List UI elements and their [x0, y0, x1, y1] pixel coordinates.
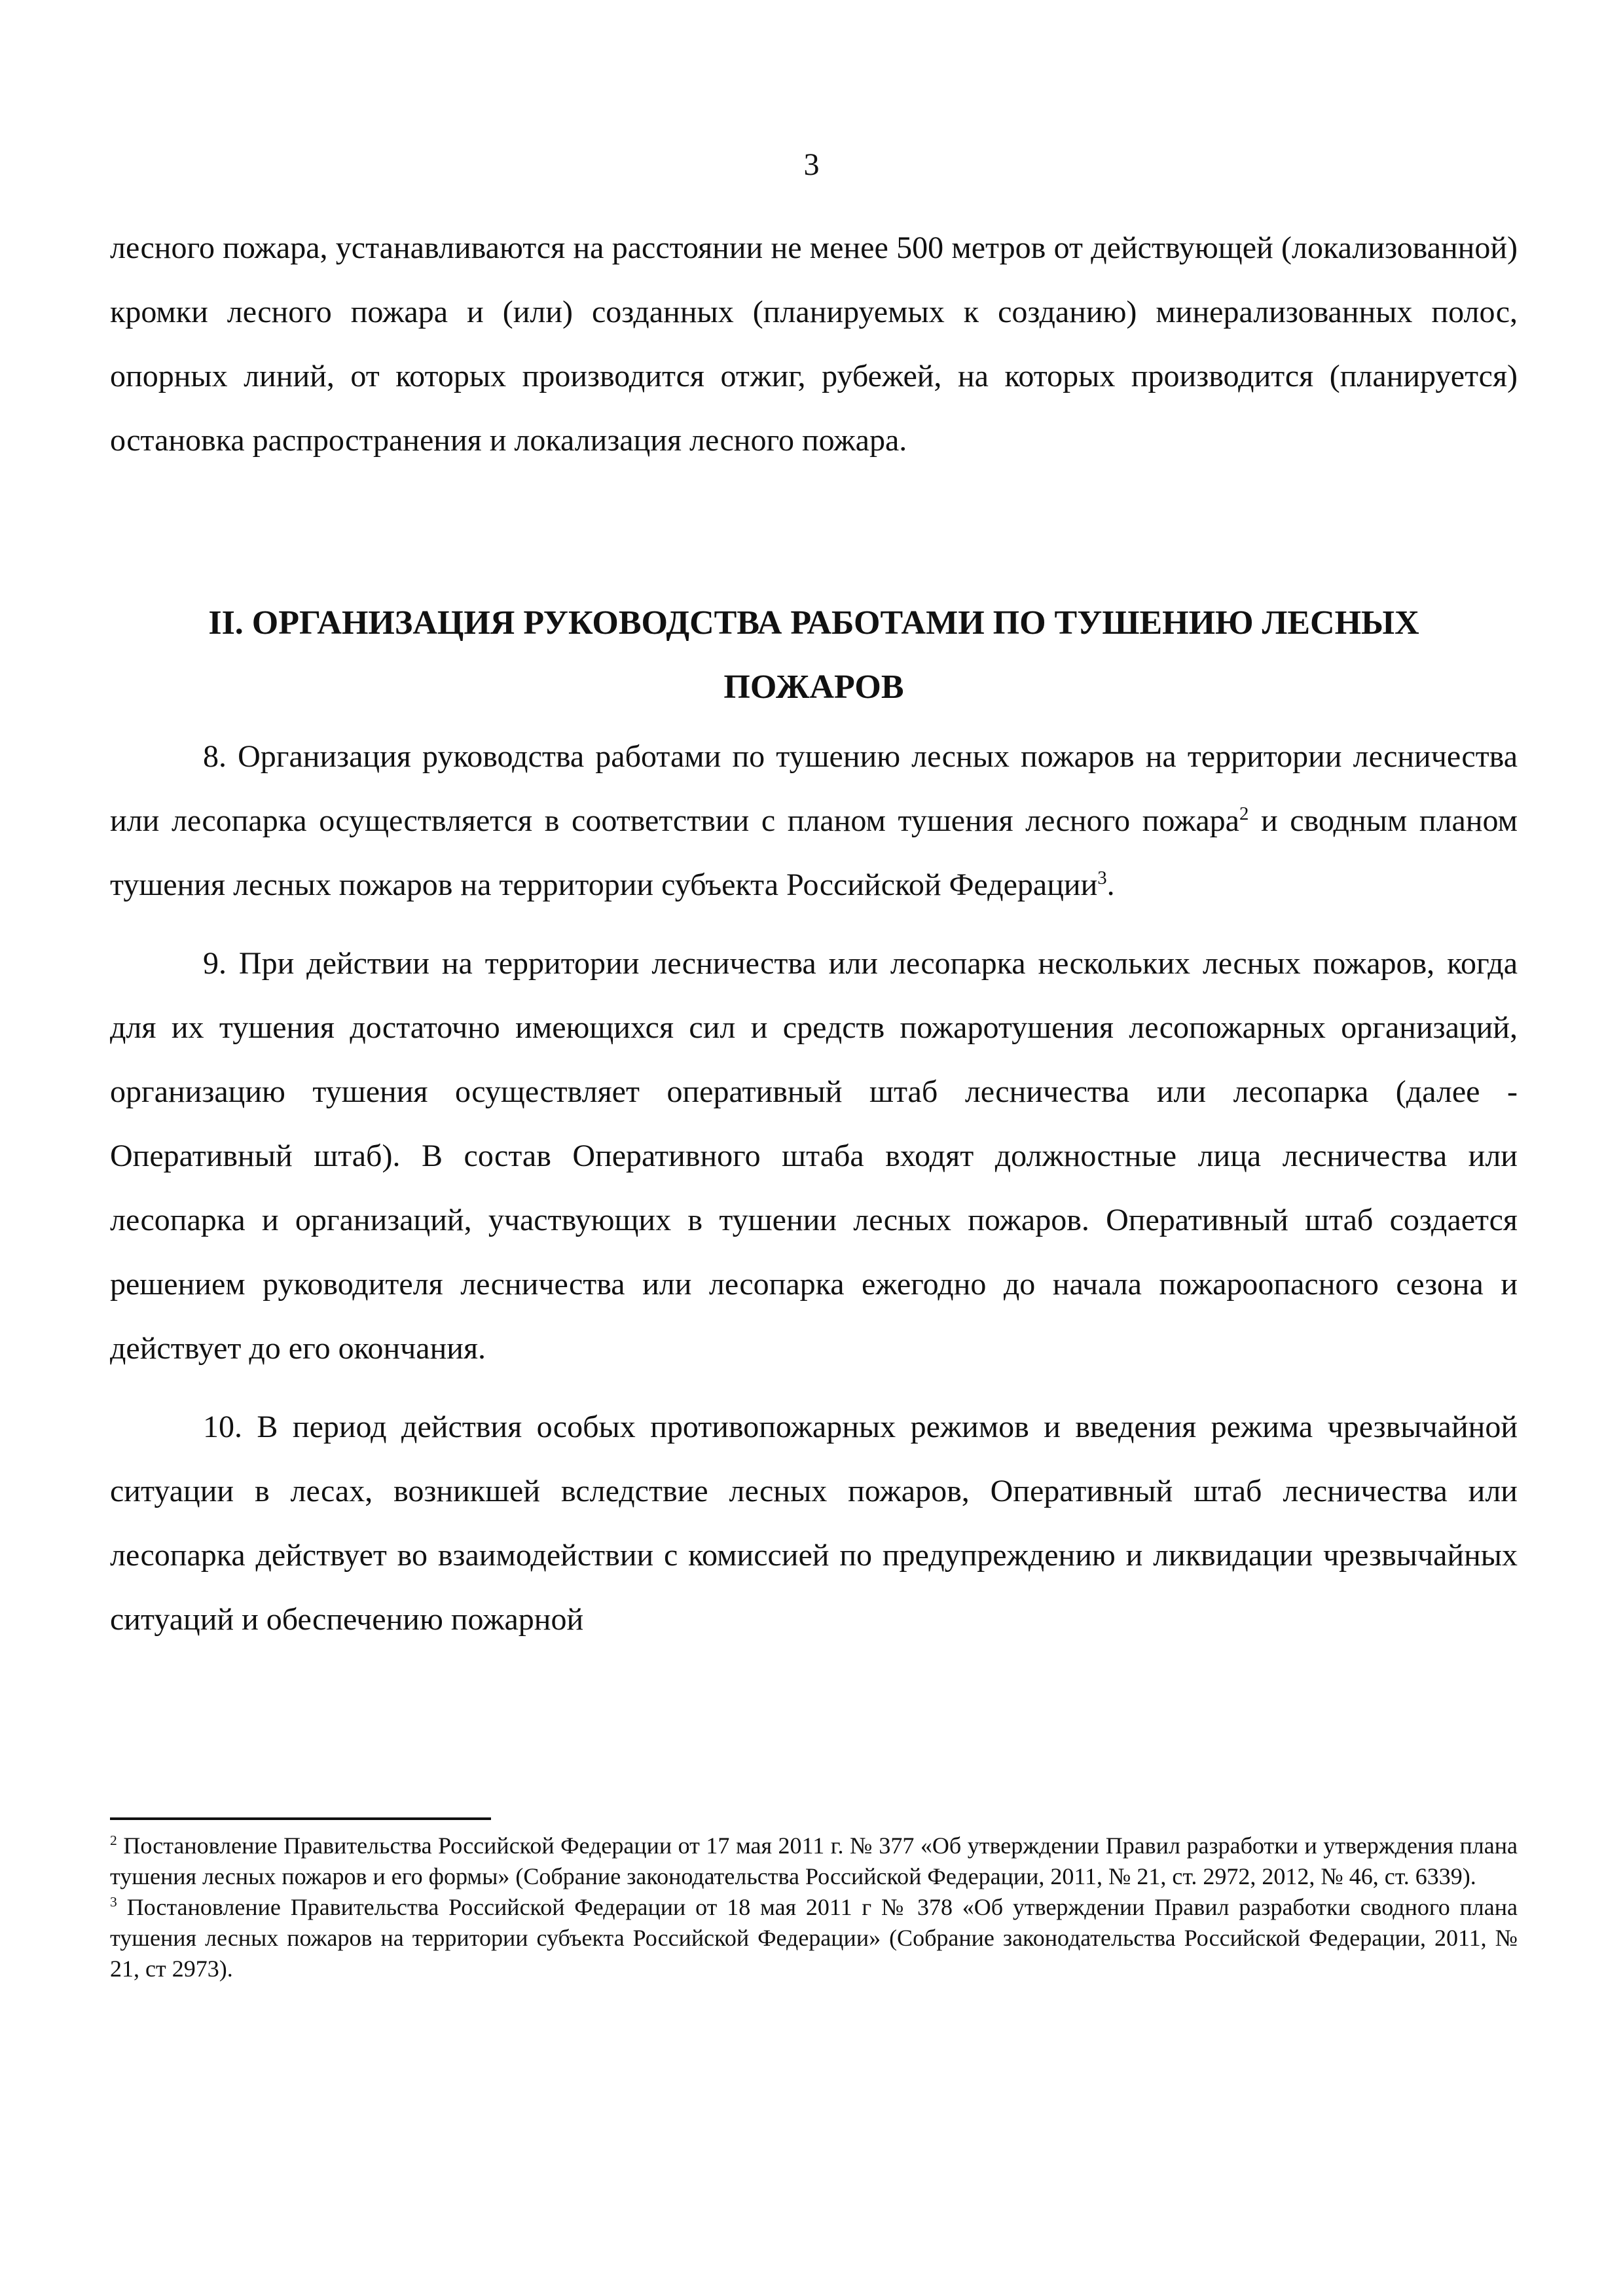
footnote-3 [110, 1892, 1518, 1984]
footnote-divider [110, 1817, 491, 1820]
footnote-marker-2: 2 [110, 1832, 117, 1848]
footnote-ref-3: 3 [1097, 867, 1107, 888]
main-section [110, 725, 1518, 1652]
paragraph-8-text-1: 8. Организация руководства работами по тушению лесных пожаров на территории лесничества или лесопарка осуществляется в соответствии с планом тушения лесного пожара [110, 739, 1518, 838]
footnotes [110, 1831, 1518, 1984]
paragraph-8 [110, 725, 1518, 917]
section-heading-line-2: ПОЖАРОВ [723, 668, 904, 706]
intro-paragraph: лесного пожара, устанавливаются на расстоянии не менее 500 метров от действующей (локализованной) кромки лесного пожара и (или) созданных (планируемых к созданию) минерализованных полос, опорных линий, от которых производится отжиг, рубежей, на которых производится (планируется) остановка распространения и локализация лесного пожара. [110, 230, 1518, 458]
paragraph-8-text-3: . [1106, 867, 1115, 902]
intro-section [110, 216, 1518, 473]
paragraph-9: 9. При действии на территории лесничества или лесопарка нескольких лесных пожаров, когда для их тушения достаточно имеющихся сил и средств пожаротушения лесопожарных организаций, организацию тушения осуществляет оперативный штаб лесничества или лесопарка (далее - Оперативный штаб). В состав Оперативного штаба входят должностные лица лесничества или лесопарка и организаций, участвующих в тушении лесных пожаров. Оперативный штаб создается решением руководителя лесничества или лесопарка ежегодно до начала пожароопасного сезона и действует до его окончания. [110, 946, 1518, 1366]
page-number: 3 [803, 147, 820, 182]
section-heading [110, 591, 1518, 720]
paragraph-8-text-2: и сводным планом тушения лесных пожаров на территории субъекта Российской Федерации [110, 803, 1518, 902]
section-heading-line-1: II. ОРГАНИЗАЦИЯ РУКОВОДСТВА РАБОТАМИ ПО ТУШЕНИЮ ЛЕСНЫХ [208, 604, 1419, 642]
footnote-ref-2: 2 [1239, 803, 1249, 824]
footnote-2-text: Постановление Правительства Российской Федерации от 17 мая 2011 г. № 377 «Об утверждении Правил разработки и утверждения плана тушения лесных пожаров и его формы» (Собрание законодательства Российской Федерации, 2011, № 21, ст. 2972, 2012, № 46, ст. 6339). [110, 1832, 1518, 1889]
footnote-3-text: Постановление Правительства Российской Федерации от 18 мая 2011 г № 378 «Об утверждении Правил разработки сводного плана тушения лесных пожаров на территории субъекта Российской Федерации» (Собрание законодательства Российской Федерации, 2011, № 21, ст 2973). [110, 1894, 1518, 1982]
footnote-2 [110, 1831, 1518, 1892]
footnote-marker-3: 3 [110, 1894, 117, 1910]
paragraph-10: 10. В период действия особых противопожарных режимов и введения режима чрезвычайной ситуации в лесах, возникшей вследствие лесных пожаров, Оперативный штаб лесничества или лесопарка действует во взаимодействии с комиссией по предупреждению и ликвидации чрезвычайных ситуаций и обеспечению пожарной [110, 1410, 1518, 1637]
